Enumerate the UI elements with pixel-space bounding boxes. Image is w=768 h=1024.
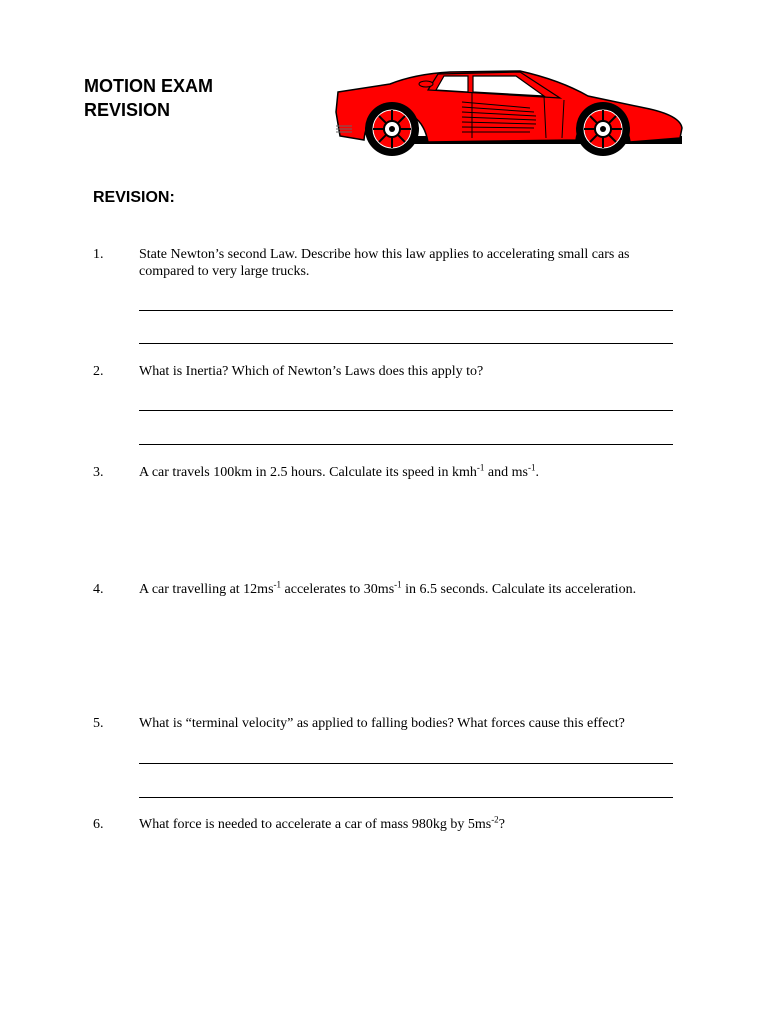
question-number: 5. — [93, 716, 104, 731]
title-line-2: REVISION — [84, 100, 171, 120]
answer-line — [139, 763, 673, 764]
question-text: What is “terminal velocity” as applied to falling bodies? What forces cause this effect? — [139, 716, 625, 731]
question-text: State Newton’s second Law. Describe how this law applies to accelerating small cars as compared to very large trucks. — [139, 247, 630, 279]
question-number: 1. — [93, 247, 104, 262]
title-line-1: MOTION EXAM — [84, 76, 213, 96]
question-text: A car travels 100km in 2.5 hours. Calculate its speed in kmh$^{-1}$ and $ms^{-1}$. — [139, 462, 539, 480]
section-heading: REVISION: — [93, 189, 175, 206]
question-number: 2. — [93, 364, 104, 379]
rear-wheel — [365, 102, 419, 156]
front-wheel — [576, 102, 630, 156]
question-text: What is Inertia? Which of Newton’s Laws does this apply to? — [139, 364, 484, 379]
car-light — [419, 81, 433, 87]
answer-line — [139, 343, 673, 344]
answer-line — [139, 797, 673, 798]
answer-line — [139, 444, 673, 445]
question-number: 4. — [93, 582, 104, 597]
question-number: 6. — [93, 817, 104, 832]
answer-line — [139, 310, 673, 311]
question-text: A car travelling at $12ms^{-1}$ accelerates to $30ms^{-1}$ in 6.5 seconds. Calculate its acceleration. — [139, 579, 637, 597]
answer-line — [139, 410, 673, 411]
document-title — [84, 74, 213, 122]
question-text: What force is needed to accelerate a car of mass 980kg by $5ms^{-2}$? — [139, 814, 505, 832]
sports-car-illustration — [330, 62, 686, 162]
question-number: 3. — [93, 465, 104, 480]
